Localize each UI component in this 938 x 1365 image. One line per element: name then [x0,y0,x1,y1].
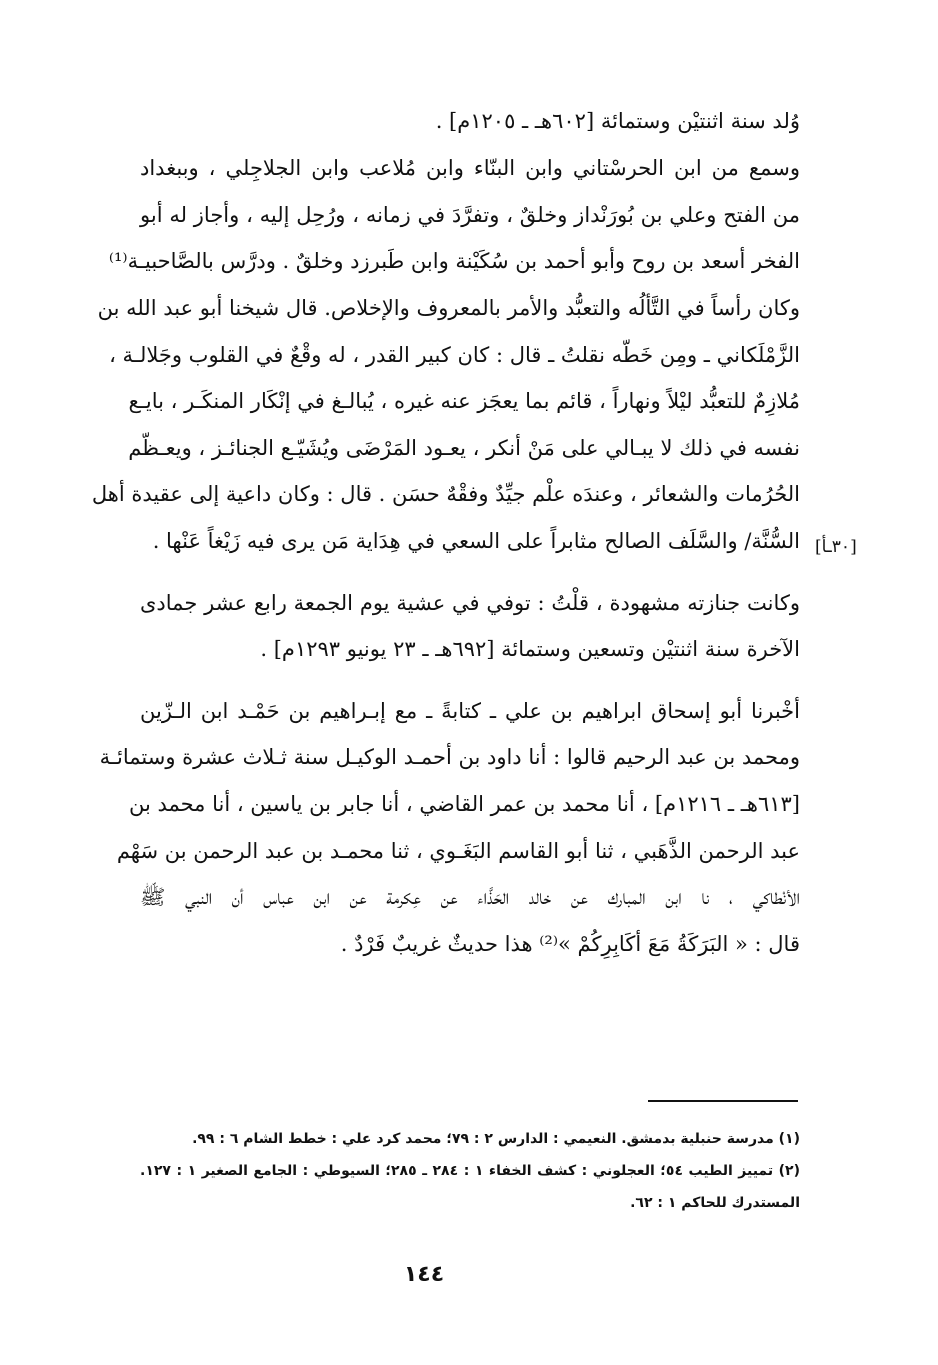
text-line: نفسه في ذلك لا يبـالي على مَنْ أنكر ، يعـود المَرْضَى ويُشَيّـع الجنائـز ، ويعـظّم [128,436,800,460]
footnote-divider [648,1100,798,1102]
text-line: الأنْطاكي ، نا ابن المبارك عن خالد الحَذَّاء عن عِكرمة عن ابن عباس أن النبي ﷺ [140,885,800,909]
text-line: وكان رأساً في التَّألُه والتعبُّد والأمر بالمعروف والإخلاص. قال شيخنا أبو عبد الله بن [97,296,800,320]
footnote-2-continued: المستدرك للحاكم ١ : ٦٢. [630,1195,800,1211]
text-line: من الفتح وعلي بن بُورَنْداز وخلقٌ ، وتفرَّدَ في زمانه ، ورُحِل إليه ، وأجاز له أبو [140,203,800,227]
text-line: وسمع من ابن الحرسْتاني وابن البنّاء وابن مُلاعب وابن الجلاجِلي ، وببغداد [140,156,800,180]
text-line: قال : « البَرَكَةُ مَعَ أكَابِرِكُمْ »⁽²⁾ هذا حديثٌ غريبٌ فَرْدٌ . [340,932,800,956]
text-line: الآخرة سنة اثنتيْن وتسعين وستمائة [٦٩٢هـ ـ ٢٣ يونيو ١٢٩٣م] . [260,637,800,661]
footnote-1: (١) مدرسة حنبلية بدمشق. النعيمي : الدارس ٢ : ٧٩؛ محمد كرد علي : خطط الشام ٦ : ٩٩. [192,1131,800,1147]
text-line: أخْبرنا أبو إسحاق ابراهيم بن علي ـ كتابةً ـ مع إبـراهيم بن حَمْـد ابن الـزّين [140,699,800,723]
text-line: [٦١٣هـ ـ ١٢١٦م] ، أنا محمد بن عمر القاضي ، أنا جابر بن ياسين ، أنا محمد بن [128,792,800,816]
text-line: وُلد سنة اثنتيْن وستمائة [٦٠٢هـ ـ ١٢٠٥م] . [435,109,800,133]
text-line: الفخر أسعد بن روح وأبو أحمد بن سُكَيْنة وابن طَبرزد وخلقٌ . ودرَّس بالصَّاحبيـة⁽¹⁾ [108,249,800,273]
text-line: السُّنَّة/ والسَّلَف الصالح مثابراً على السعي في هِدَاية مَن يرى فيه زَيْغاً عَنْها . [152,529,800,553]
page-number: ١٤٤ [403,1262,445,1287]
text-line: عبد الرحمن الذَّهَبي ، ثنا أبو القاسم البَغَـوي ، ثنا محمـد بن عبد الرحمن بن سَهْم [116,839,800,863]
text-line: الزَّمْلَكاني ـ ومِن خَطّه نقلتُ ـ قال : كان كبير القدر ، له وقْعٌ في القلوب وجَلالـة ، [109,343,800,367]
text-line: ومحمد بن عبد الرحيم قالوا : أنا داود بن أحمـد الوكيـل سنة ثـلاث عشرة وستمائـة [99,745,800,769]
footnote-2: (٢) تمييز الطيب ٥٤؛ العجلوني : كشف الخفاء ١ : ٢٨٤ ـ ٢٨٥؛ السيوطي : الجامع الصغير ١ : ١٢٧. [140,1163,800,1179]
text-line: الحُرُمات والشعائر ، وعندَه علْم جيِّدٌ وفقْهٌ حسَن . قال : وكان داعية إلى عقيدة أهل [91,482,800,506]
manuscript-folio-marker: [٣٠ـأ] [815,537,857,557]
text-line: مُلازِمٌ للتعبُّد ليْلاً ونهاراً ، قائم بما يعجَز عنه غيره ، يُبالـغ في إنْكَار المنكَـر ، بايـع [128,389,800,413]
text-line: وكانت جنازته مشهودة ، قلْتُ : توفي في عشية يوم الجمعة رابع عشر جمادى [140,591,800,615]
